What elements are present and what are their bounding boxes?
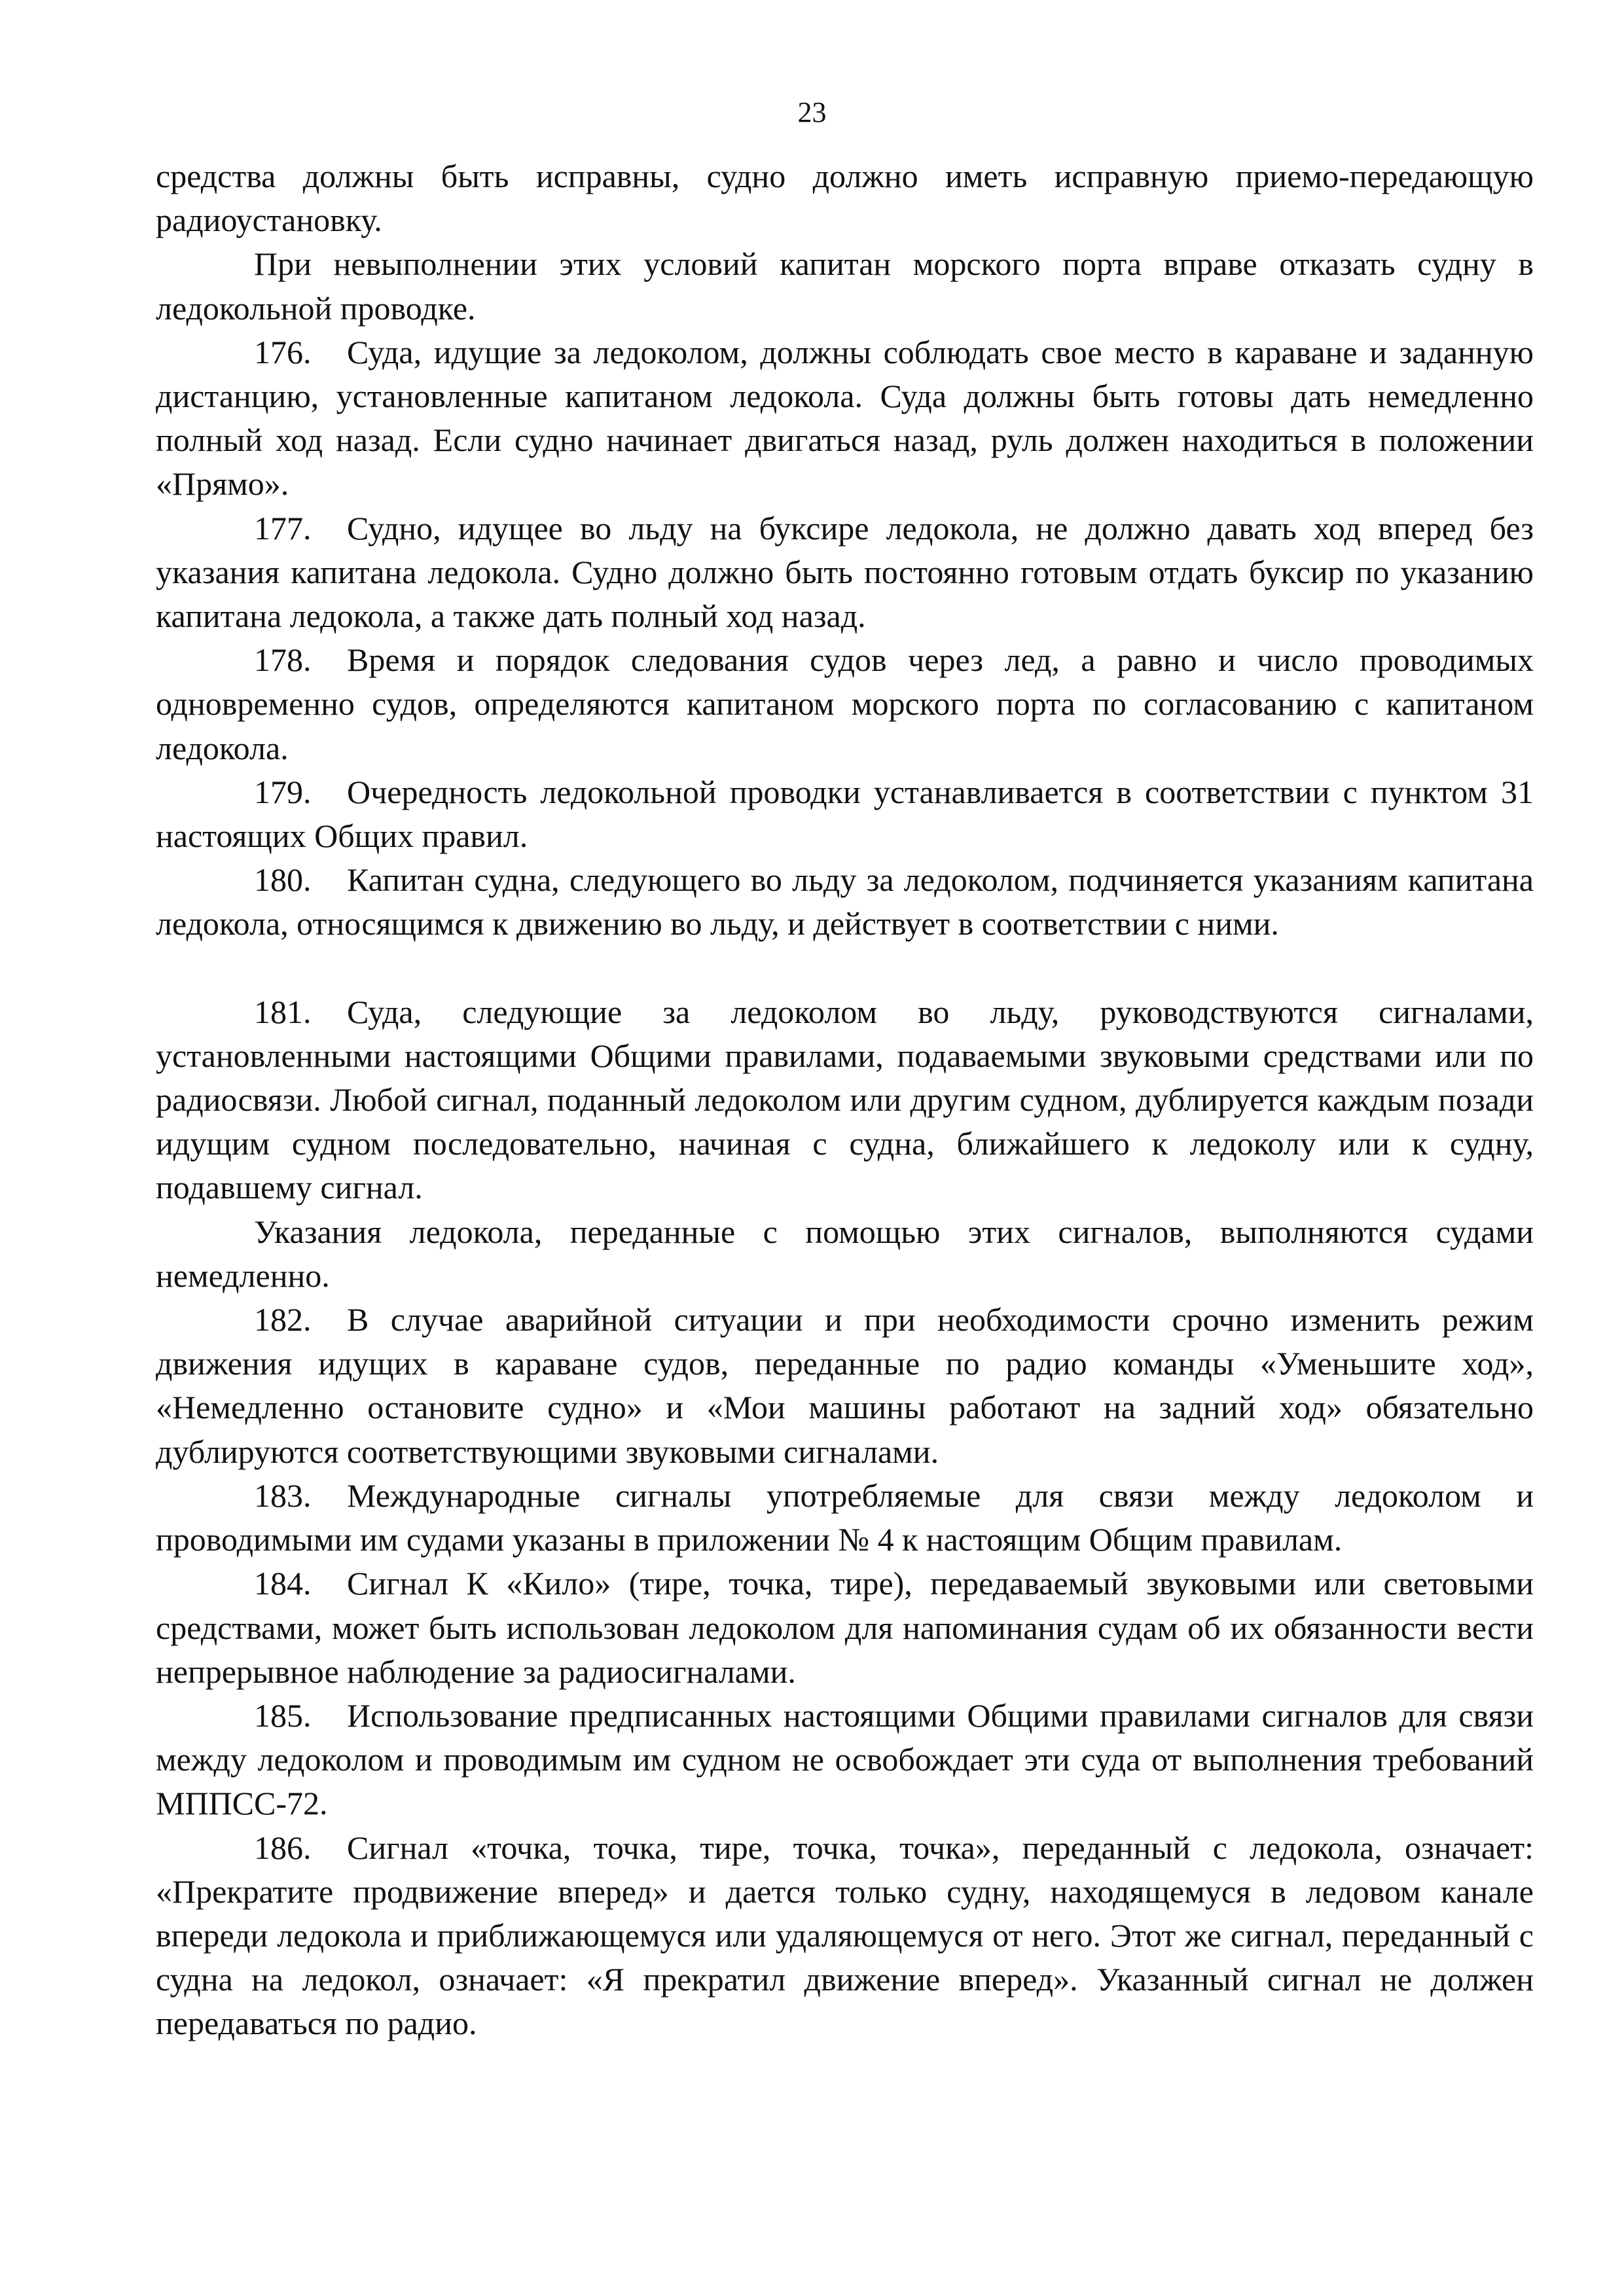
clause-number: 186. [254, 1829, 312, 1866]
clause-179 [156, 770, 1534, 858]
clause-180 [156, 858, 1534, 946]
clause-186 [156, 1826, 1534, 2046]
clause-text: В случае аварийной ситуации и при необходимости срочно изменить режим движения идущих в караване судов, переданные по радио команды «Уменьшите ход», «Немедленно остановите судно» и «Мои машины работают на задний ход» обязательно дублируются соответствующими звуковыми сигналами. [156, 1301, 1534, 1470]
clause-text: Очередность ледокольной проводки устанавливается в соответствии с пунктом 31 настоящих Общих правил. [156, 773, 1534, 855]
clause-text: Сигнал «точка, точка, тире, точка, точка», переданный с ледокола, означает: «Прекратите продвижение вперед» и дается только судну, находящемуся в ледовом канале впереди ледокола и приближающемуся или удаляющемуся от него. Этот же сигнал, переданный с судна на ледокол, означает: «Я прекратил движение вперед». Указанный сигнал не должен передаваться по радио. [156, 1829, 1534, 2042]
paragraph [156, 242, 1534, 330]
clause-number: 178. [254, 641, 312, 679]
paragraph-text: средства должны быть исправны, судно должно иметь исправную приемо-передающую радиоустановку. [156, 158, 1534, 239]
clause-number: 182. [254, 1301, 312, 1338]
clause-181 [156, 990, 1534, 1210]
clause-text: Судно, идущее во льду на буксире ледокола, не должно давать ход вперед без указания капитана ледокола. Судно должно быть постоянно готовым отдать буксир по указанию капитана ледокола, а также дать полный ход назад. [156, 509, 1534, 635]
clause-184 [156, 1562, 1534, 1694]
clause-text: Время и порядок следования судов через лед, а равно и число проводимых одновременно судов, определяются капитаном морского порта по согласованию с капитаном ледокола. [156, 641, 1534, 766]
clause-177 [156, 507, 1534, 639]
clause-number: 181. [254, 993, 312, 1030]
clause-183 [156, 1474, 1534, 1562]
clause-text: Использование предписанных настоящими Общими правилами сигналов для связи между ледоколом и проводимым им судном не освобождает эти суда от выполнения требований МППСС-72. [156, 1696, 1534, 1822]
paragraph-text: При невыполнении этих условий капитан морского порта вправе отказать судну в ледокольной проводке. [156, 245, 1534, 327]
paragraph [156, 1210, 1534, 1298]
clause-text: Суда, идущие за ледоколом, должны соблюдать свое место в караване и заданную дистанцию, установленные капитаном ледокола. Суда должны быть готовы дать немедленно полный ход назад. Если судно начинает двигаться назад, руль должен находиться в положении «Прямо». [156, 333, 1534, 503]
clause-178 [156, 638, 1534, 770]
paragraph-continued [156, 154, 1534, 242]
clause-176 [156, 331, 1534, 507]
clause-text: Капитан судна, следующего во льду за ледоколом, подчиняется указаниям капитана ледокола, относящимся к движению во льду, и действует в соответствии с ними. [156, 861, 1534, 942]
paragraph-text: Указания ледокола, переданные с помощью этих сигналов, выполняются судами немедленно. [156, 1213, 1534, 1294]
clause-text: Суда, следующие за ледоколом во льду, руководствуются сигналами, установленными настоящими Общими правилами, подаваемыми звуковыми средствами или по радиосвязи. Любой сигнал, поданный ледоколом или другим судном, дублируется каждым позади идущим судном последовательно, начиная с судна, ближайшего к ледоколу или к судну, подавшему сигнал. [156, 993, 1534, 1206]
clause-number: 185. [254, 1696, 312, 1734]
clause-number: 180. [254, 861, 312, 899]
clause-185 [156, 1694, 1534, 1826]
clause-number: 179. [254, 773, 312, 810]
clause-number: 184. [254, 1565, 312, 1602]
page-number: 23 [797, 96, 827, 128]
clause-182 [156, 1298, 1534, 1474]
clause-text: Сигнал К «Кило» (тире, точка, тире), передаваемый звуковыми или световыми средствами, может быть использован ледоколом для напоминания судам об их обязанности вести непрерывное наблюдение за радиосигналами. [156, 1565, 1534, 1690]
clause-number: 177. [254, 509, 312, 547]
clause-number: 176. [254, 333, 312, 370]
clause-text: Международные сигналы употребляемые для связи между ледоколом и проводимыми им судами указаны в приложении № 4 к настоящим Общим правилам. [156, 1477, 1534, 1558]
clause-number: 183. [254, 1477, 312, 1514]
document-body [156, 154, 1534, 2046]
